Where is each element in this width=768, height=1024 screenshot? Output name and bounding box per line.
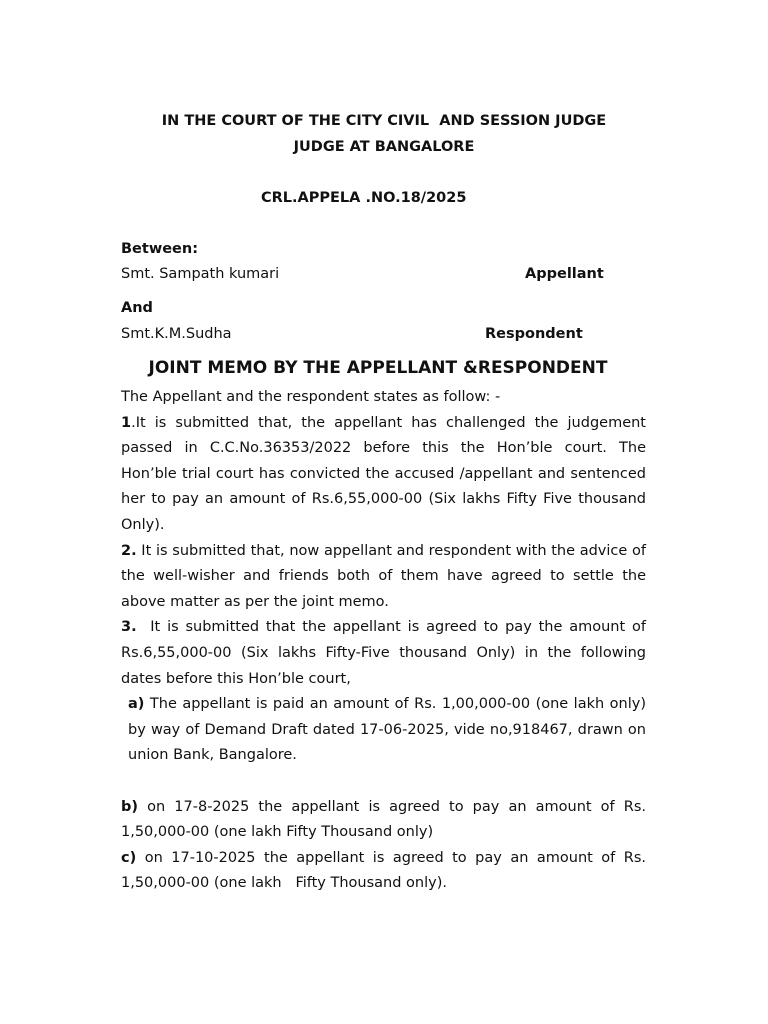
court-heading-line1: IN THE COURT OF THE CITY CIVIL AND SESSION JUDGE [161,113,607,129]
item-a-label: a) [128,696,145,713]
item-c-text: on 17-10-2025 the appellant is agreed to pay an amount of Rs. 1,50,000-00 (one lakh Fifty Thousand only). [121,849,651,892]
paragraph-1-text: .It is submitted that, the appellant has challenged the judgement passed in C.C.No.36353/2022 before this the Hon’ble court. The Hon’ble trial court has convicted the accused /appellant and sentenced her to pay an amount of Rs.6,55,000-00 (Six lakhs Fifty Five thousand Only). [121,414,646,533]
appellant-role: Appellant [525,266,604,282]
appellant-name: Smt. Sampath kumari [121,266,280,282]
paragraph-2-number: 2. [121,542,137,559]
item-b-text: on 17-8-2025 the appellant is agreed to pay an amount of Rs. 1,50,000-00 (one lakh Fifty Thousand only) [121,798,646,841]
item-b [121,795,646,846]
case-number: CRL.APPELA .NO.18/2025 [261,190,467,206]
item-c-label: c) [121,849,137,866]
paragraph-3-text: It is submitted that the appellant is agreed to pay the amount of Rs.6,55,000-00 (Six lakhs Fifty-Five thousand Only) in the following dates before this Hon’ble court, [121,619,651,687]
respondent-role: Respondent [485,326,583,342]
paragraph-1 [121,411,646,539]
paragraph-3 [121,615,651,692]
and-label: And [121,300,153,316]
between-label: Between: [121,241,199,257]
item-b-label: b) [121,798,139,815]
memo-title: JOINT MEMO BY THE APPELLANT &RESPONDENT [148,358,608,378]
blank-line [121,769,646,795]
item-a-text: The appellant is paid an amount of Rs. 1,00,000-00 (one lakh only) by way of Demand Draft dated 17-06-2025, vide no,918467, drawn on union Bank, Bangalore. [128,696,646,764]
paragraph-2 [121,539,646,616]
item-c [121,846,651,897]
paragraph-3-number: 3. [121,619,137,636]
court-heading-line2: JUDGE AT BANGALORE [293,139,475,155]
item-a [121,692,646,769]
intro-paragraph: The Appellant and the respondent states as follow: - [121,389,501,405]
memo-body [121,385,651,897]
paragraph-1-number: 1 [121,414,132,431]
paragraph-2-text: It is submitted that, now appellant and respondent with the advice of the well-wisher and friends both of them have agreed to settle the above matter as per the joint memo. [121,542,646,610]
respondent-name: Smt.K.M.Sudha [121,326,232,342]
